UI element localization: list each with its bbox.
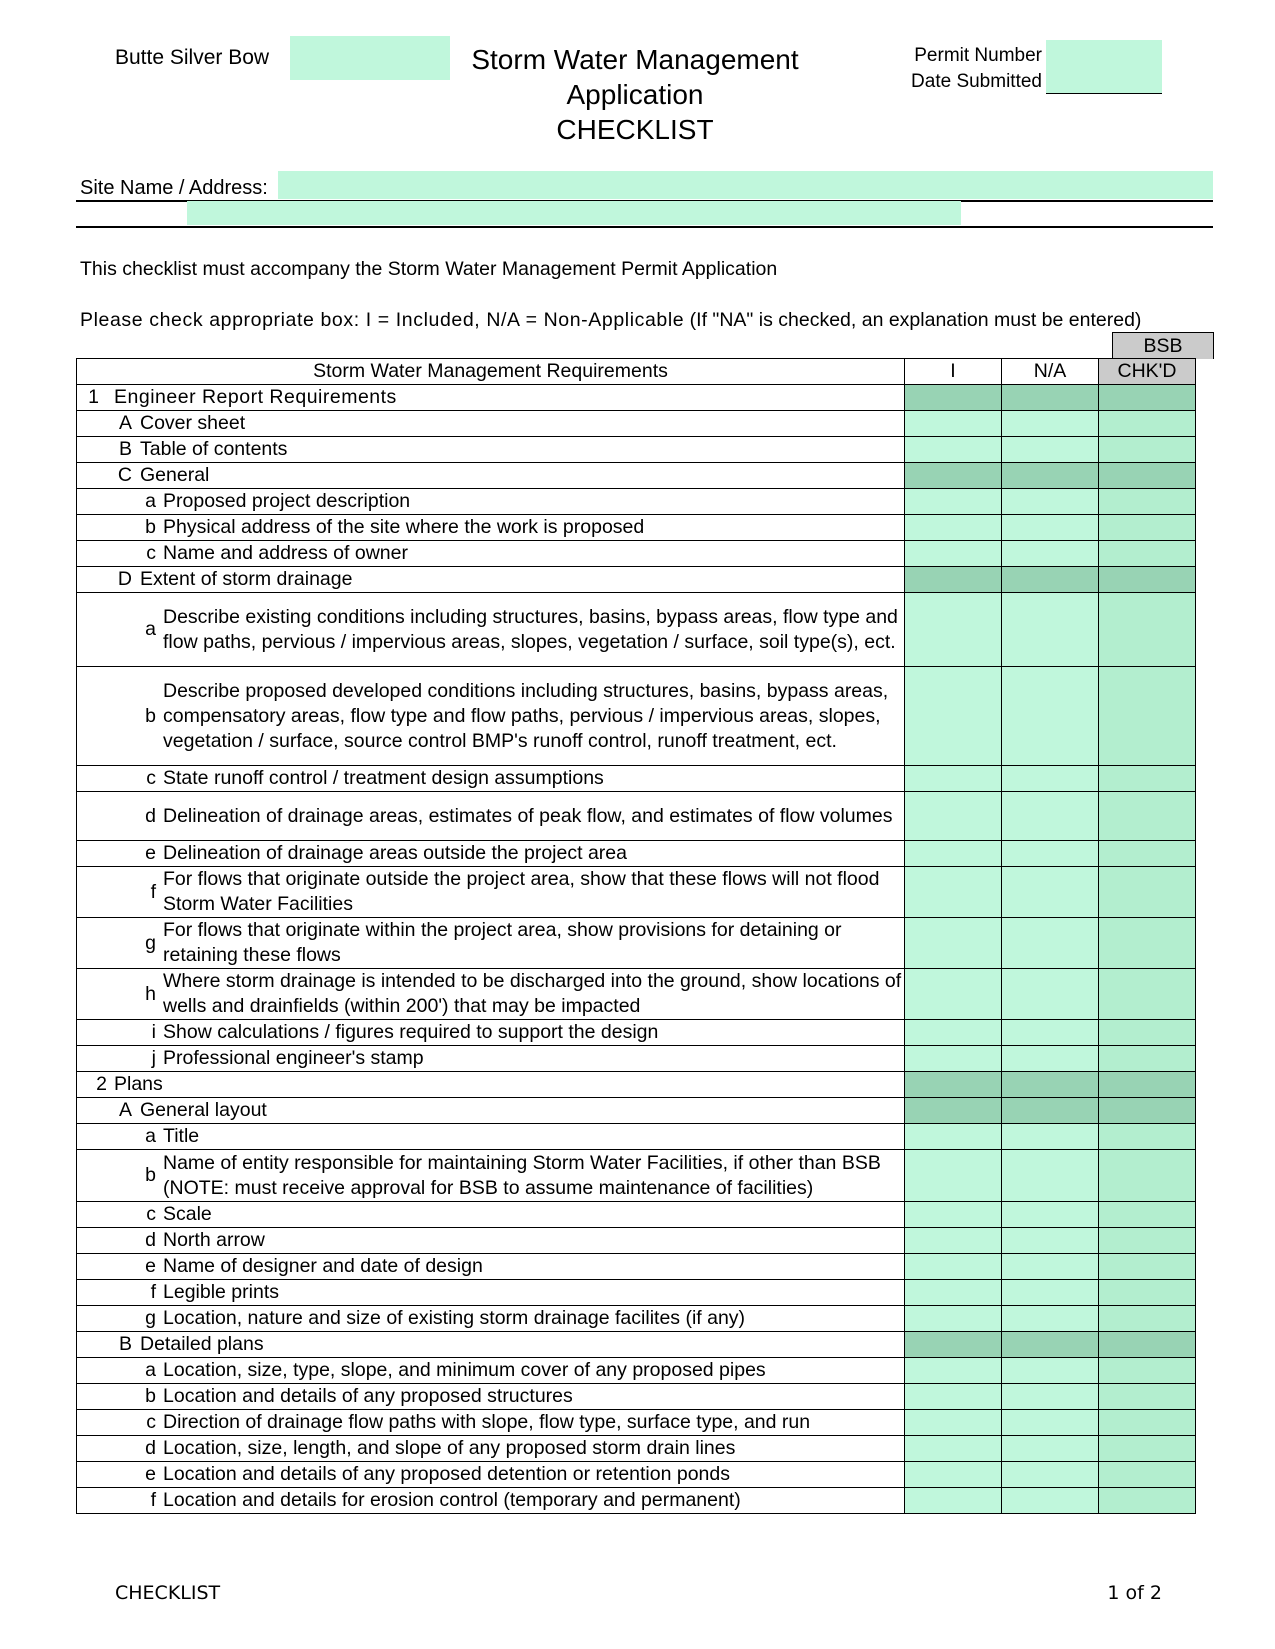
requirement-cell: [77, 1228, 905, 1254]
included-checkbox[interactable]: [905, 667, 1002, 766]
requirement-label: j: [151, 1047, 156, 1069]
requirement-label: b: [145, 1164, 156, 1186]
table-row: [77, 489, 1196, 515]
requirement-label: f: [150, 1489, 156, 1511]
requirement-cell: [77, 1410, 905, 1436]
included-checkbox[interactable]: [905, 489, 1002, 515]
instruction-text: [80, 309, 1141, 332]
requirement-label: c: [146, 767, 156, 789]
bsb-checked-box[interactable]: [1099, 1410, 1196, 1436]
included-checkbox[interactable]: [905, 1462, 1002, 1488]
requirement-label: b: [145, 704, 156, 727]
included-checkbox[interactable]: [905, 1410, 1002, 1436]
requirement-text: Engineer Report Requirements: [114, 386, 397, 408]
included-checkbox[interactable]: [905, 541, 1002, 567]
requirement-text: Name and address of owner: [163, 542, 408, 564]
permit-number-label: Permit Number: [914, 45, 1042, 66]
table-row: [77, 1254, 1196, 1280]
included-checkbox[interactable]: [905, 867, 1002, 918]
na-checkbox[interactable]: [1002, 437, 1099, 463]
requirement-text: For flows that originate outside the project area, show that these flows will not flood Storm Water Facilities: [163, 868, 880, 915]
bsb-checked-box[interactable]: [1099, 969, 1196, 1020]
requirement-text: Describe proposed developed conditions including structures, basins, bypass areas, compensatory areas, flow type and flow paths, pervious / impervious areas, slopes, vegetation / surface, source control BMP's runoff control, runoff treatment, ect.: [163, 679, 889, 752]
requirement-cell: [77, 1306, 905, 1332]
bsb-checked-box[interactable]: [1099, 489, 1196, 515]
site-address-field-2[interactable]: [187, 201, 961, 225]
requirement-text: Location, size, length, and slope of any proposed storm drain lines: [163, 1437, 736, 1459]
requirement-text: Table of contents: [140, 438, 288, 460]
requirement-text: Show calculations / figures required to support the design: [163, 1021, 659, 1043]
table-row: [77, 1020, 1196, 1046]
requirement-text: Physical address of the site where the work is proposed: [163, 516, 645, 538]
na-checkbox[interactable]: [1002, 1202, 1099, 1228]
page-title: [440, 42, 830, 147]
na-checkbox[interactable]: [1002, 1046, 1099, 1072]
table-row: [77, 1488, 1196, 1514]
na-checkbox[interactable]: [1002, 766, 1099, 792]
na-checkbox[interactable]: [1002, 1436, 1099, 1462]
requirement-cell: [77, 766, 905, 792]
bsb-checked-box[interactable]: [1099, 1384, 1196, 1410]
requirement-text: Location and details of any proposed structures: [163, 1385, 573, 1407]
bsb-checked-box[interactable]: [1099, 411, 1196, 437]
included-checkbox[interactable]: [905, 1124, 1002, 1150]
bsb-checked-box[interactable]: [1099, 867, 1196, 918]
requirement-cell: [77, 385, 905, 411]
requirement-cell: [77, 1384, 905, 1410]
included-checkbox[interactable]: [905, 841, 1002, 867]
requirement-label: e: [145, 1463, 156, 1485]
requirement-text: Legible prints: [163, 1281, 279, 1303]
na-checkbox[interactable]: [1002, 1462, 1099, 1488]
na-checkbox[interactable]: [1002, 385, 1099, 411]
included-header: I: [905, 359, 1002, 385]
table-row: [77, 1124, 1196, 1150]
bsb-checked-box[interactable]: [1099, 1306, 1196, 1332]
bsb-checked-box[interactable]: [1099, 1046, 1196, 1072]
table-row: [77, 766, 1196, 792]
checked-header: CHK'D: [1099, 359, 1196, 385]
requirement-label: c: [146, 1411, 156, 1433]
requirement-label: A: [118, 412, 132, 434]
na-checkbox[interactable]: [1002, 1150, 1099, 1202]
na-checkbox[interactable]: [1002, 867, 1099, 918]
footer-title: CHECKLIST: [115, 1582, 221, 1604]
requirement-label: a: [145, 490, 156, 512]
instruction-part-1: Please check appropriate box: I = Included, N/A = Non-Applicable: [80, 309, 685, 331]
bsb-checked-box[interactable]: [1099, 1488, 1196, 1514]
permit-number-field[interactable]: [1046, 40, 1162, 68]
requirement-label: f: [150, 880, 156, 903]
requirement-cell: [77, 1124, 905, 1150]
requirement-label: e: [145, 1255, 156, 1277]
requirement-text: Describe existing conditions including structures, basins, bypass areas, flow type and flow paths, pervious / impervious areas, slopes, vegetation / surface, soil type(s), ect.: [163, 605, 898, 653]
table-row: [77, 792, 1196, 841]
included-checkbox[interactable]: [905, 1332, 1002, 1358]
requirement-label: g: [145, 1307, 156, 1329]
title-line-3: CHECKLIST: [556, 114, 714, 145]
included-checkbox[interactable]: [905, 1280, 1002, 1306]
requirement-label: e: [145, 842, 156, 864]
requirement-label: h: [145, 982, 156, 1005]
instruction-part-2: (If "NA" is checked, an explanation must be entered): [684, 309, 1142, 331]
table-row: [77, 1384, 1196, 1410]
requirements-table: [76, 358, 1196, 1514]
requirement-label: C: [117, 464, 132, 486]
requirement-cell: [77, 411, 905, 437]
bsb-checked-box[interactable]: [1099, 1098, 1196, 1124]
bsb-checked-box[interactable]: [1099, 766, 1196, 792]
bsb-checked-box[interactable]: [1099, 841, 1196, 867]
bsb-checked-box[interactable]: [1099, 918, 1196, 969]
na-checkbox[interactable]: [1002, 567, 1099, 593]
included-checkbox[interactable]: [905, 567, 1002, 593]
requirement-label: f: [150, 1281, 156, 1303]
included-checkbox[interactable]: [905, 411, 1002, 437]
table-row: [77, 1332, 1196, 1358]
na-checkbox[interactable]: [1002, 1228, 1099, 1254]
included-checkbox[interactable]: [905, 593, 1002, 667]
requirement-label: b: [145, 516, 156, 538]
requirement-cell: [77, 1150, 905, 1202]
requirement-text: Where storm drainage is intended to be discharged into the ground, show locations of wells and drainfields (within 200') that may be impacted: [163, 970, 902, 1017]
bsb-checked-box[interactable]: [1099, 1202, 1196, 1228]
page-number: 1 of 2: [1107, 1582, 1162, 1604]
na-checkbox[interactable]: [1002, 918, 1099, 969]
divider: [76, 226, 1213, 228]
title-line-2: Application: [566, 79, 704, 110]
requirement-cell: [77, 1332, 905, 1358]
date-submitted-field[interactable]: [1046, 66, 1162, 94]
na-checkbox[interactable]: [1002, 1306, 1099, 1332]
requirement-label: B: [118, 438, 132, 460]
title-line-1: Storm Water Management: [471, 44, 799, 75]
na-checkbox[interactable]: [1002, 411, 1099, 437]
table-row: [77, 1436, 1196, 1462]
bsb-checked-box[interactable]: [1099, 567, 1196, 593]
table-row: [77, 1202, 1196, 1228]
requirement-cell: [77, 437, 905, 463]
included-checkbox[interactable]: [905, 385, 1002, 411]
na-checkbox[interactable]: [1002, 1280, 1099, 1306]
requirement-cell: [77, 515, 905, 541]
included-checkbox[interactable]: [905, 515, 1002, 541]
included-checkbox[interactable]: [905, 1306, 1002, 1332]
requirement-text: General layout: [140, 1099, 267, 1121]
requirement-text: Direction of drainage flow paths with slope, flow type, surface type, and run: [163, 1411, 811, 1433]
requirement-cell: [77, 593, 905, 667]
date-submitted-label: Date Submitted: [911, 71, 1042, 92]
requirement-cell: [77, 867, 905, 918]
bsb-checked-box[interactable]: [1099, 1254, 1196, 1280]
requirement-cell: [77, 567, 905, 593]
included-checkbox[interactable]: [905, 918, 1002, 969]
requirement-text: Professional engineer's stamp: [163, 1047, 424, 1069]
requirement-label: d: [145, 1229, 156, 1251]
na-checkbox[interactable]: [1002, 1124, 1099, 1150]
table-row: [77, 541, 1196, 567]
requirement-label: 2: [96, 1073, 107, 1095]
included-checkbox[interactable]: [905, 1098, 1002, 1124]
na-checkbox[interactable]: [1002, 969, 1099, 1020]
bsb-checked-box[interactable]: [1099, 1020, 1196, 1046]
table-row: [77, 867, 1196, 918]
table-row: [77, 1228, 1196, 1254]
included-checkbox[interactable]: [905, 1254, 1002, 1280]
requirement-label: d: [145, 1437, 156, 1459]
table-row: [77, 1410, 1196, 1436]
requirement-text: Name of entity responsible for maintaining Storm Water Facilities, if other than BSB (NOTE: must receive approval for BSB to assume maintenance of facilities): [163, 1151, 881, 1199]
bsb-checked-box[interactable]: [1099, 463, 1196, 489]
bsb-checked-box[interactable]: [1099, 1332, 1196, 1358]
bsb-checked-box[interactable]: [1099, 1462, 1196, 1488]
intro-text: This checklist must accompany the Storm Water Management Permit Application: [80, 258, 778, 280]
included-checkbox[interactable]: [905, 1202, 1002, 1228]
table-row: [77, 1150, 1196, 1202]
requirement-label: b: [145, 1385, 156, 1407]
na-checkbox[interactable]: [1002, 541, 1099, 567]
na-checkbox[interactable]: [1002, 489, 1099, 515]
requirement-text: Delineation of drainage areas, estimates of peak flow, and estimates of flow volumes: [163, 804, 893, 827]
na-checkbox[interactable]: [1002, 1020, 1099, 1046]
requirement-text: Location, nature and size of existing storm drainage facilites (if any): [163, 1307, 746, 1329]
requirement-cell: [77, 969, 905, 1020]
bsb-checked-box[interactable]: [1099, 593, 1196, 667]
table-row: [77, 1280, 1196, 1306]
table-row: [77, 667, 1196, 766]
included-checkbox[interactable]: [905, 1072, 1002, 1098]
requirement-text: North arrow: [163, 1229, 265, 1251]
bsb-checked-box[interactable]: [1099, 515, 1196, 541]
na-checkbox[interactable]: [1002, 463, 1099, 489]
requirement-cell: [77, 792, 905, 841]
requirement-text: Name of designer and date of design: [163, 1255, 483, 1277]
included-checkbox[interactable]: [905, 1358, 1002, 1384]
requirement-text: Cover sheet: [140, 412, 246, 434]
table-row: [77, 385, 1196, 411]
requirements-header: Storm Water Management Requirements: [77, 359, 905, 385]
included-checkbox[interactable]: [905, 1046, 1002, 1072]
county-name: Butte Silver Bow: [115, 46, 270, 69]
requirement-cell: [77, 489, 905, 515]
included-checkbox[interactable]: [905, 792, 1002, 841]
requirement-text: For flows that originate within the project area, show provisions for detaining or retaining these flows: [163, 919, 842, 966]
requirement-cell: [77, 918, 905, 969]
requirement-cell: [77, 1020, 905, 1046]
na-checkbox[interactable]: [1002, 1254, 1099, 1280]
bsb-checked-box[interactable]: [1099, 1150, 1196, 1202]
requirement-cell: [77, 463, 905, 489]
table-row: [77, 437, 1196, 463]
table-row: [77, 1072, 1196, 1098]
requirement-cell: [77, 541, 905, 567]
requirement-cell: [77, 1202, 905, 1228]
table-header-row: [77, 359, 1196, 385]
included-checkbox[interactable]: [905, 1228, 1002, 1254]
bsb-checked-box[interactable]: [1099, 1124, 1196, 1150]
table-row: [77, 411, 1196, 437]
table-row: [77, 1306, 1196, 1332]
requirement-cell: [77, 1254, 905, 1280]
na-checkbox[interactable]: [1002, 515, 1099, 541]
table-row: [77, 1098, 1196, 1124]
na-checkbox[interactable]: [1002, 1410, 1099, 1436]
included-checkbox[interactable]: [905, 1488, 1002, 1514]
requirement-cell: [77, 1072, 905, 1098]
bsb-checked-box[interactable]: [1099, 667, 1196, 766]
requirement-text: Extent of storm drainage: [140, 568, 353, 590]
na-checkbox[interactable]: [1002, 593, 1099, 667]
included-checkbox[interactable]: [905, 1436, 1002, 1462]
bsb-header: BSB: [1112, 332, 1214, 359]
na-checkbox[interactable]: [1002, 1098, 1099, 1124]
site-address-field-1[interactable]: [278, 171, 1213, 199]
included-checkbox[interactable]: [905, 463, 1002, 489]
requirement-text: Plans: [114, 1073, 163, 1095]
included-checkbox[interactable]: [905, 1150, 1002, 1202]
bsb-checked-box[interactable]: [1099, 1436, 1196, 1462]
table-row: [77, 1046, 1196, 1072]
bsb-checked-box[interactable]: [1099, 437, 1196, 463]
requirement-cell: [77, 1462, 905, 1488]
table-row: [77, 515, 1196, 541]
na-checkbox[interactable]: [1002, 1488, 1099, 1514]
requirement-text: Proposed project description: [163, 490, 411, 512]
na-checkbox[interactable]: [1002, 792, 1099, 841]
included-checkbox[interactable]: [905, 1020, 1002, 1046]
requirement-text: Location and details for erosion control (temporary and permanent): [163, 1489, 741, 1511]
table-row: [77, 593, 1196, 667]
table-row: [77, 1462, 1196, 1488]
included-checkbox[interactable]: [905, 1384, 1002, 1410]
requirement-label: d: [145, 804, 156, 827]
requirement-cell: [77, 841, 905, 867]
requirement-label: g: [145, 931, 156, 954]
requirement-label: B: [118, 1333, 132, 1355]
requirement-label: a: [145, 1359, 156, 1381]
included-checkbox[interactable]: [905, 969, 1002, 1020]
requirement-label: c: [146, 1203, 156, 1225]
bsb-checked-box[interactable]: [1099, 541, 1196, 567]
requirement-text: State runoff control / treatment design assumptions: [163, 767, 604, 789]
county-input[interactable]: [290, 36, 450, 80]
na-checkbox[interactable]: [1002, 1072, 1099, 1098]
table-row: [77, 463, 1196, 489]
bsb-checked-box[interactable]: [1099, 1228, 1196, 1254]
included-checkbox[interactable]: [905, 766, 1002, 792]
requirement-cell: [77, 1046, 905, 1072]
requirement-label: A: [118, 1099, 132, 1121]
na-header: N/A: [1002, 359, 1099, 385]
bsb-checked-box[interactable]: [1099, 1358, 1196, 1384]
requirement-label: D: [117, 568, 132, 590]
na-checkbox[interactable]: [1002, 1358, 1099, 1384]
requirement-label: a: [145, 618, 156, 640]
bsb-checked-box[interactable]: [1099, 1072, 1196, 1098]
requirement-label: 1: [88, 386, 99, 408]
requirement-text: Scale: [163, 1203, 212, 1225]
requirement-cell: [77, 667, 905, 766]
requirement-cell: [77, 1488, 905, 1514]
requirement-label: a: [145, 1125, 156, 1147]
requirement-text: Location and details of any proposed detention or retention ponds: [163, 1463, 730, 1485]
requirement-cell: [77, 1098, 905, 1124]
requirement-label: i: [151, 1021, 156, 1043]
requirement-text: Location, size, type, slope, and minimum cover of any proposed pipes: [163, 1359, 766, 1381]
site-address-label: Site Name / Address:: [80, 177, 268, 199]
table-row: [77, 567, 1196, 593]
na-checkbox[interactable]: [1002, 841, 1099, 867]
table-row: [77, 841, 1196, 867]
bsb-checked-box[interactable]: [1099, 792, 1196, 841]
requirement-cell: [77, 1358, 905, 1384]
requirement-text: Title: [163, 1125, 200, 1147]
na-checkbox[interactable]: [1002, 1332, 1099, 1358]
requirement-cell: [77, 1280, 905, 1306]
requirement-text: Delineation of drainage areas outside the project area: [163, 842, 627, 864]
table-row: [77, 918, 1196, 969]
requirement-label: c: [146, 542, 156, 564]
table-row: [77, 969, 1196, 1020]
table-row: [77, 1358, 1196, 1384]
bsb-checked-box[interactable]: [1099, 385, 1196, 411]
included-checkbox[interactable]: [905, 437, 1002, 463]
na-checkbox[interactable]: [1002, 1384, 1099, 1410]
requirement-cell: [77, 1436, 905, 1462]
requirement-text: Detailed plans: [140, 1333, 264, 1355]
na-checkbox[interactable]: [1002, 667, 1099, 766]
bsb-checked-box[interactable]: [1099, 1280, 1196, 1306]
requirement-text: General: [140, 464, 210, 486]
